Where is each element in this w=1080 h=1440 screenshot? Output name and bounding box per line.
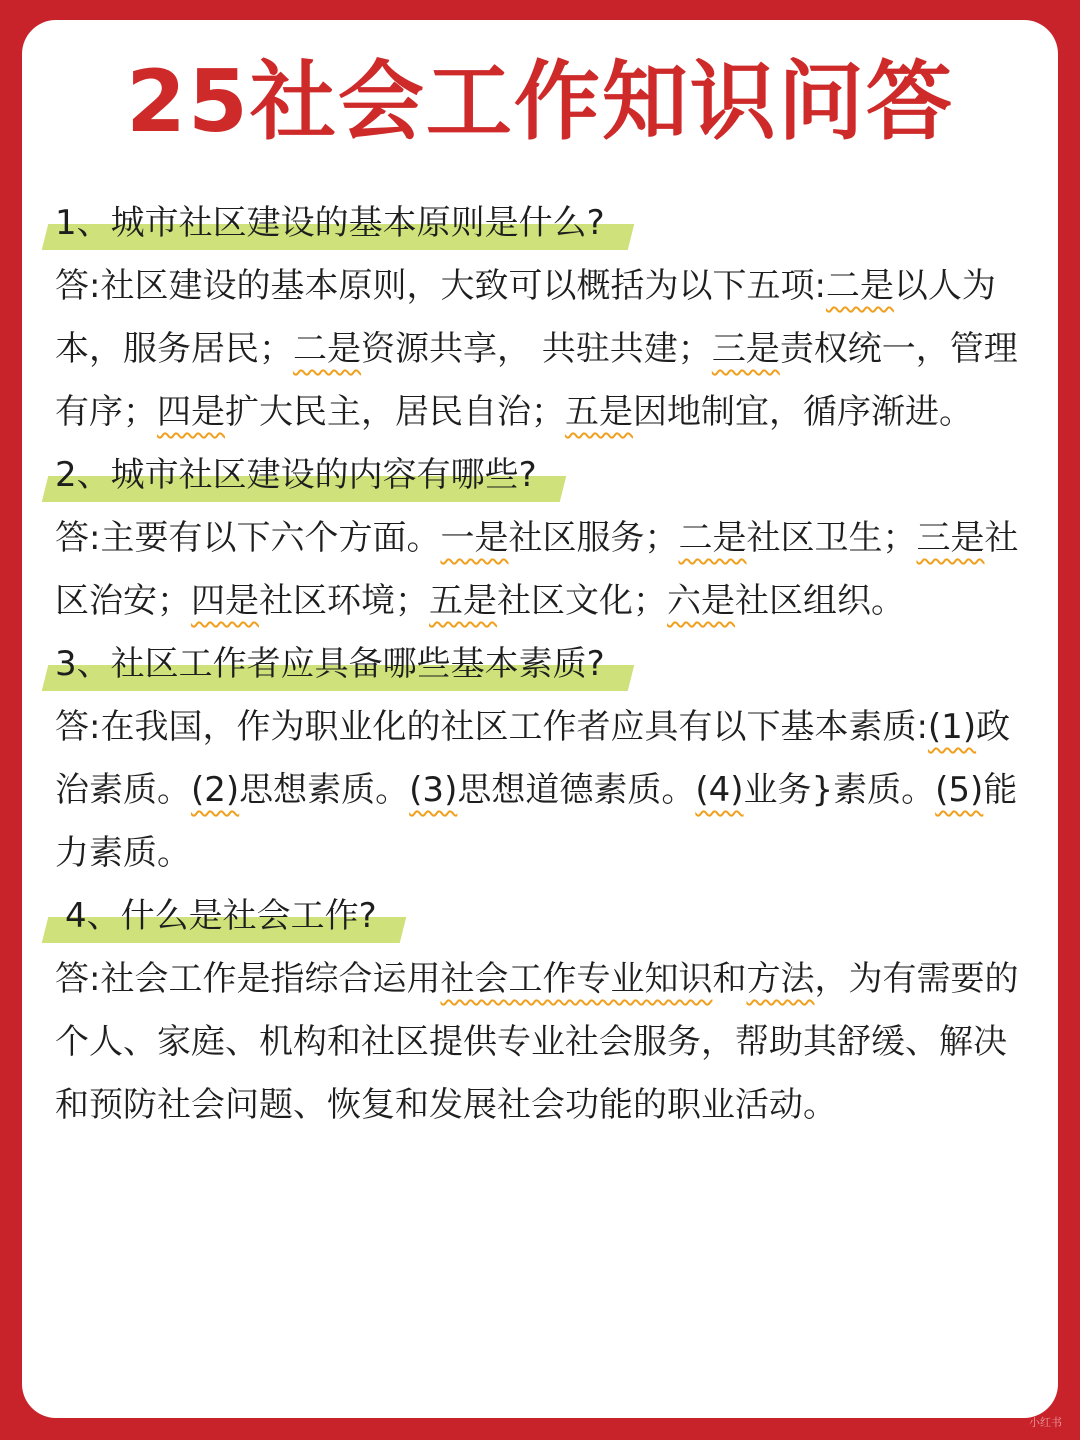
answer-keyword: (3) [409, 770, 458, 810]
question-1-text: 1、城市社区建设的基本原则是什么? [55, 192, 631, 255]
answer-text: 因地制宜，循序渐进。 [633, 392, 973, 432]
answer-2 [55, 507, 1040, 633]
answer-text: 思想道德素质。 [457, 770, 696, 810]
answer-4 [55, 948, 1040, 1137]
answer-text: 资源共享， 共驻共建； [361, 329, 712, 369]
answer-keyword: 二是 [678, 518, 747, 558]
answer-keyword: (5) [935, 770, 984, 810]
answer-text: 答:主要有以下六个方面。 [55, 518, 441, 558]
answer-1 [55, 255, 1040, 444]
answer-text: 政治素质。 [55, 707, 1011, 810]
question-3-text: 3、社区工作者应具备哪些基本素质? [55, 633, 631, 696]
qa-list [55, 192, 1040, 1137]
answer-text: 以人为本，服务居民； [55, 266, 996, 369]
answer-keyword: 六是 [667, 581, 735, 621]
answer-keyword: (1) [927, 707, 977, 747]
answer-text: 社区服务； [508, 518, 679, 558]
answer-keyword: (4) [695, 770, 744, 810]
answer-text: 社区组织。 [735, 581, 905, 621]
answer-text: 能力素质。 [55, 770, 1018, 873]
answer-text: 思想素质。 [239, 770, 410, 810]
answer-text: 社区治安； [55, 518, 1019, 621]
question-2 [55, 444, 1040, 507]
watermark-logo: 小红书 [1029, 1416, 1062, 1429]
answer-text: 答:社会工作是指综合运用 [55, 959, 441, 999]
answer-text: 答:社区建设的基本原则，大致可以概括为以下五项: [55, 266, 826, 306]
answer-keyword: 五是 [565, 392, 633, 432]
answer-text: 责权统一，管理有序； [55, 329, 1018, 432]
answer-keyword: 一是 [440, 518, 509, 558]
answer-keyword: (2) [191, 770, 240, 810]
answer-text: 社区卫生； [746, 518, 917, 558]
answer-text: 和 [712, 959, 747, 999]
question-1 [55, 192, 1040, 255]
answer-text: 业务}素质。 [743, 770, 936, 810]
page-title: 25社会工作知识问答 [126, 52, 954, 152]
answer-text: 社区文化； [497, 581, 667, 621]
question-2-text: 2、城市社区建设的内容有哪些? [55, 444, 563, 507]
question-4 [55, 885, 1040, 948]
question-3 [55, 633, 1040, 696]
answer-keyword: 社会工作专业知识 [440, 959, 713, 999]
answer-keyword: 二是 [825, 266, 894, 306]
answer-keyword: 三是 [916, 518, 985, 558]
answer-text: 社区环境； [259, 581, 429, 621]
content-card [22, 20, 1058, 1418]
answer-text: ，为有需要的个人、家庭、机构和社区提供专业社会服务，帮助其舒缓、解决和预防社会问题、恢复和发展社会功能的职业活动。 [55, 959, 1019, 1125]
answer-keyword: 二是 [293, 329, 361, 369]
answer-keyword: 四是 [191, 581, 259, 621]
answer-keyword: 五是 [429, 581, 497, 621]
answer-text: 扩大民主，居民自治； [225, 392, 565, 432]
question-4-text: 4、什么是社会工作? [55, 885, 403, 948]
answer-keyword: 四是 [157, 392, 225, 432]
answer-keyword: 方法 [746, 959, 815, 999]
answer-keyword: 三是 [711, 329, 780, 369]
answer-text: 答:在我国，作为职业化的社区工作者应具有以下基本素质: [55, 707, 928, 747]
answer-3 [55, 696, 1040, 885]
